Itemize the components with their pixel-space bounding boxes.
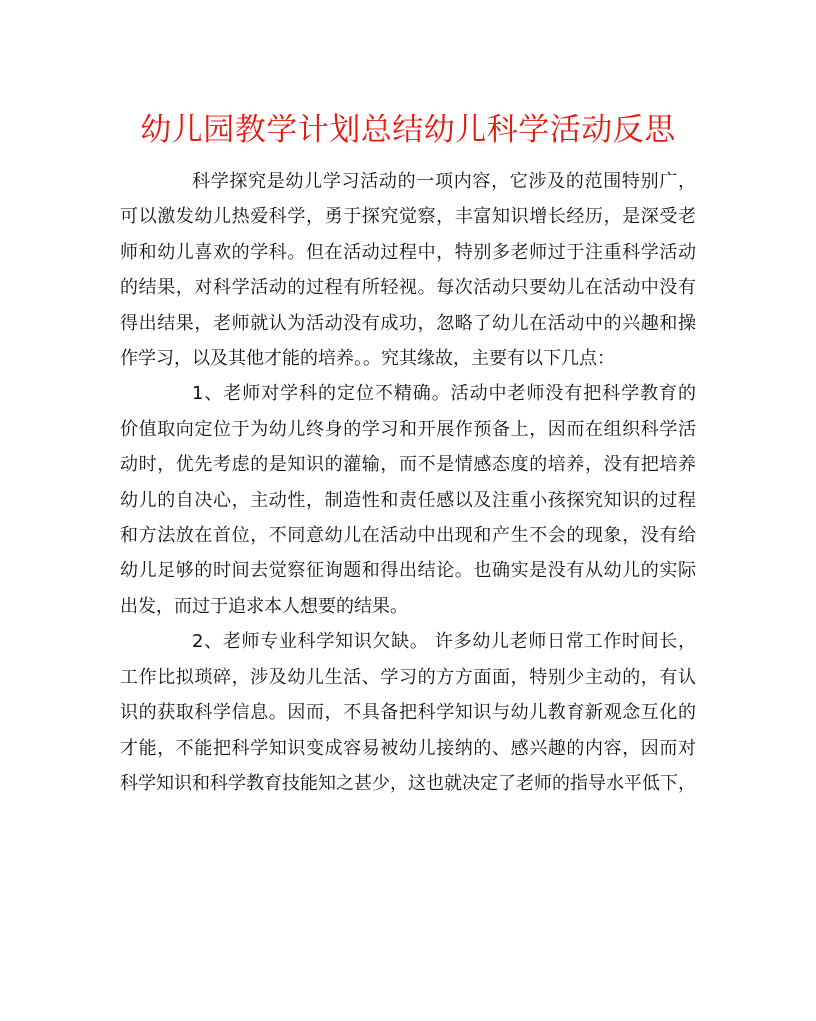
text-line: 和方法放在首位，不同意幼儿在活动中出现和产生不会的现象，没有给 <box>120 525 696 547</box>
document-title: 幼儿园教学计划总结幼儿科学活动反思 <box>140 112 676 148</box>
text-line: 得出结果，老师就认为活动没有成功，忽略了幼儿在活动中的兴趣和操 <box>120 312 696 334</box>
text-line: 才能，不能把科学知识变成容易被幼儿接纳的、感兴趣的内容，因而对 <box>120 737 696 759</box>
paragraph-point-2 <box>120 624 696 801</box>
text-line: 价值取向定位于为幼儿终身的学习和开展作预备上，因而在组织科学活 <box>120 418 696 440</box>
paragraph-point-1 <box>120 376 696 624</box>
text-line: 识的获取科学信息。因而，不具备把科学知识与幼儿教育新观念互化的 <box>120 702 696 724</box>
text-line: 1、老师对学科的定位不精确。活动中老师没有把科学教育的 <box>192 383 696 405</box>
text-line: 科学探究是幼儿学习活动的一项内容，它涉及的范围特别广， <box>192 171 696 192</box>
text-line: 作学习，以及其他才能的培养。。究其缘故，主要有以下几点： <box>120 348 615 370</box>
document-body <box>120 164 696 801</box>
text-line: 工作比拟琐碎，涉及幼儿生活、学习的方方面面，特别少主动的，有认 <box>120 666 696 688</box>
text-line: 幼儿足够的时间去觉察征询题和得出结论。也确实是没有从幼儿的实际 <box>120 560 696 582</box>
text-line: 可以激发幼儿热爱科学，勇于探究觉察，丰富知识增长经历，是深受老 <box>120 206 696 228</box>
paragraph-intro <box>120 164 696 376</box>
text-line: 的结果，对科学活动的过程有所轻视。每次活动只要幼儿在活动中没有 <box>120 277 696 299</box>
text-line: 出发，而过于追求本人想要的结果。 <box>120 595 408 617</box>
text-line: 师和幼儿喜欢的学科。但在活动过程中，特别多老师过于注重科学活动 <box>120 241 696 263</box>
text-line: 科学知识和科学教育技能知之甚少，这也就决定了老师的指导水平低下， <box>120 772 696 794</box>
text-line: 幼儿的自决心，主动性，制造性和责任感以及注重小孩探究知识的过程 <box>120 489 696 511</box>
text-line: 动时，优先考虑的是知识的灌输，而不是情感态度的培养，没有把培养 <box>120 454 696 476</box>
text-line: 2、老师专业科学知识欠缺。 许多幼儿老师日常工作时间长， <box>192 631 696 653</box>
